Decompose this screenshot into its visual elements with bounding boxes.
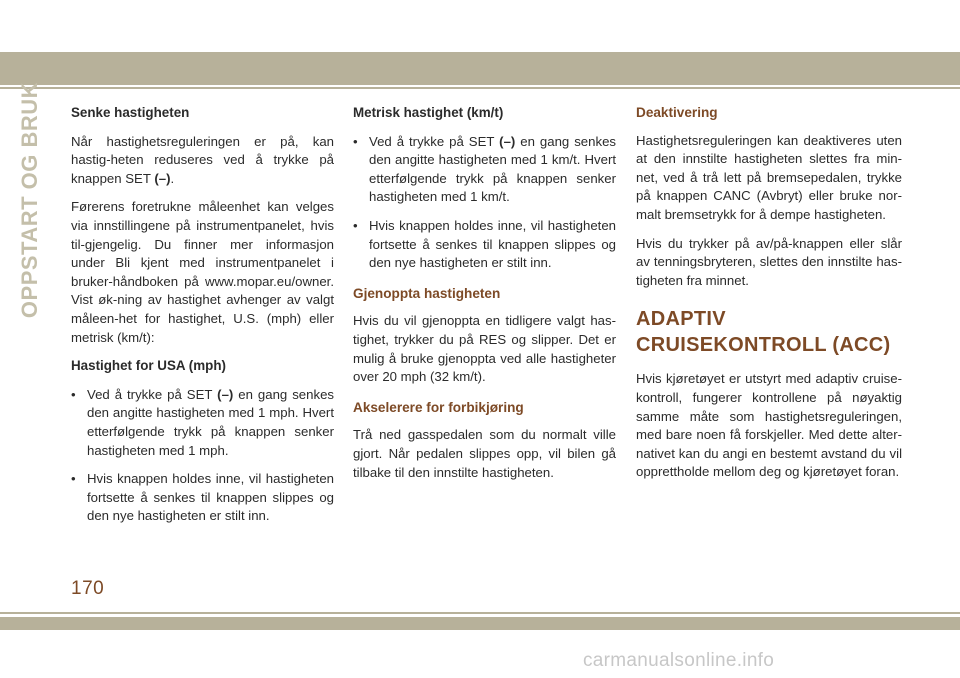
bullet-text-pre: Ved å trykke på SET (369, 133, 500, 149)
paragraph-maleenhet: Førerens foretrukne måleenhet kan velges via innstillingene på instrumentpanelet, hvis til-gjengelig. Du finner mer informasjon under Bli kjent med instrumentpanelet i bruker-håndboken på www.mopar.eu/owner. Vist øk-ning av hastighet avhenger av valgt måleen-het for hastighet, U.S. (mph) eller metrisk (km/t): (71, 199, 334, 345)
footer-band-fill (0, 617, 960, 630)
page-number: 170 (71, 578, 105, 599)
paragraph-senke-end: . (170, 170, 175, 186)
paragraph-senke (71, 133, 334, 189)
header-band-fill (0, 52, 960, 85)
paragraph-deaktivering: Hastighetsreguleringen kan deaktiveres uten at den innstilte hastigheten slettes fra min-net, ved å trå lett på bremsepedalen, trykke på knappen CANC (Avbryt) eller bruke nor-malt bremsetrykk for å dempe hastigheten. (636, 132, 902, 222)
bullet-marker: • (71, 471, 76, 487)
bullet-text-post: en gang senkes den angitte hastigheten med 1 km/t. Hvert etterfølgende trykk på knappen senker hastigheten med 1 km/t. (369, 133, 616, 205)
footer-band (0, 612, 960, 632)
heading-akselerere: Akselerere for forbikjøring (353, 399, 524, 415)
heading-deaktivering: Deaktivering (636, 105, 718, 120)
bullet-text-bold: (–) (499, 133, 516, 149)
bullet-marker: • (353, 133, 358, 149)
list-item (353, 217, 616, 273)
section-tab (10, 81, 50, 319)
bullet-marker: • (71, 386, 76, 402)
bullet-text: Hvis knappen holdes inne, vil hastigheten fortsette å senkes til knappen slippes og den nye hastigheten er stilt inn. (369, 217, 616, 271)
bullet-text (369, 133, 616, 207)
subheading-metrisk-kmt: Metrisk hastighet (km/t) (353, 105, 504, 120)
paragraph-av-pa: Hvis du trykker på av/på-knappen eller slår av tenningsbryteren, slettes den innstilte has-tigheten fra minnet. (636, 235, 902, 288)
paragraph-senke-text: Når hastighetsreguleringen er på, kan hastig-heten reduseres ved å trykke på knappen SET (71, 133, 334, 186)
bullet-marker: • (353, 217, 358, 233)
paragraph-acc: Hvis kjøretøyet er utstyrt med adaptiv cruise-kontroll, fungerer kontrollene på nøyaktig samme måte som hastighetsreguleringen, med bare noen få forskjeller. Med dette alter-nativet kan du angi en bestemt avstand du vil opprettholde mellom deg og kjøretøyet foran. (636, 371, 902, 480)
heading-senke-hastigheten: Senke hastigheten (71, 105, 190, 120)
bullet-text-bold: (–) (217, 386, 234, 402)
footer-band-line (0, 612, 960, 614)
subheading-usa-mph: Hastighet for USA (mph) (71, 358, 226, 374)
header-band-line (0, 87, 960, 89)
paragraph-akselerere: Trå ned gasspedalen som du normalt ville gjort. Når pedalen slippes opp, vil bilen gå tilbake til den innstilte hastigheten. (353, 427, 616, 480)
list-item (71, 386, 334, 460)
list-item (71, 470, 334, 526)
paragraph-senke-bold: (–) (154, 170, 171, 186)
column-2 (353, 102, 616, 492)
section-tab-label: OPPSTART OG BRUK (17, 81, 42, 319)
watermark: carmanualsonline.info (583, 650, 775, 671)
bullet-text (87, 386, 334, 460)
header-band (0, 0, 960, 92)
bullet-text-post: en gang senkes den angitte hastigheten med 1 mph. Hvert etterfølgende trykk på knappen senker hastigheten med 1 mph. (87, 386, 334, 458)
column-1 (71, 102, 334, 536)
column-3 (636, 102, 902, 492)
heading-gjenoppta-hastigheten: Gjenoppta hastigheten (353, 285, 501, 301)
heading-adaptiv-line1: ADAPTIV (636, 308, 726, 331)
bullet-text-pre: Ved å trykke på SET (87, 386, 218, 402)
list-item (353, 133, 616, 207)
heading-adaptiv-line2: CRUISEKONTROLL (ACC) (636, 334, 891, 357)
heading-adaptiv-cruisekontroll (636, 306, 902, 358)
paragraph-gjenoppta: Hvis du vil gjenoppta en tidligere valgt has-tighet, trykker du på RES og slipper. Det er mulig å bruke gjenoppta ved alle hastigheter over 20 mph (32 km/t). (353, 313, 616, 385)
bullet-text: Hvis knappen holdes inne, vil hastigheten fortsette å senkes til knappen slippes og den nye hastigheten er stilt inn. (87, 471, 334, 524)
